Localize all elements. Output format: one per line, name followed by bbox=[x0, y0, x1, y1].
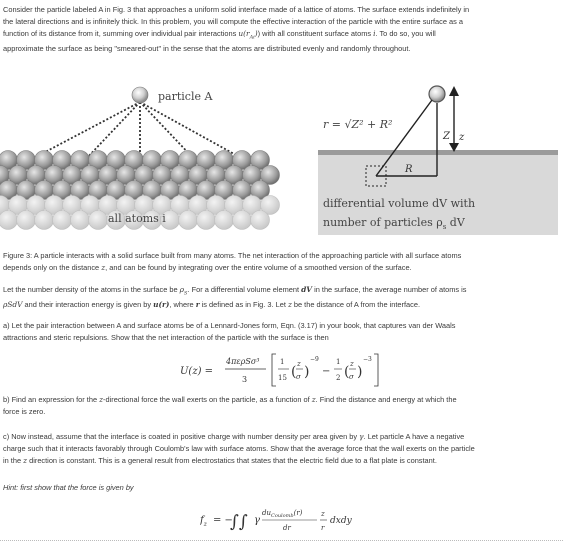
label-Z: Z bbox=[443, 131, 450, 142]
eq-c-z-den: r bbox=[321, 524, 325, 532]
eq-c-tail: dxdy bbox=[330, 516, 352, 526]
left-panel bbox=[0, 87, 280, 230]
density-line-1: Let the number density of the atoms in the surface be $\rho_S$. For a differential volume element dV in the surface, the average number of atoms is bbox=[3, 285, 467, 297]
lattice-atom bbox=[53, 211, 72, 230]
lattice-atom bbox=[17, 211, 36, 230]
svg-text:1: 1 bbox=[280, 358, 285, 366]
part-a-line-1: a) Let the pair interaction between A and surface atoms be of a Lennard-Jones form, Eqn. (3.17) in your book, that captures van der Waals bbox=[3, 321, 456, 330]
bottom-divider bbox=[0, 540, 563, 541]
eq-c-z-num: z bbox=[321, 510, 325, 518]
part-b bbox=[3, 394, 559, 418]
lattice-atom bbox=[89, 211, 108, 230]
eq-a-lhs: U(z) = bbox=[180, 366, 214, 377]
part-a bbox=[3, 320, 559, 344]
eq-a-prefactor-den: 3 bbox=[242, 375, 248, 384]
particle-a bbox=[132, 87, 148, 103]
svg-text:): ) bbox=[304, 364, 310, 380]
intro-paragraph bbox=[3, 4, 559, 55]
caption-line-2: depends only on the distance z, and can be found by integrating over the entire volume of a smoothed version of the surface. bbox=[3, 263, 412, 272]
eq-c-den: dr bbox=[283, 524, 291, 532]
atom-index-symbol: i bbox=[373, 29, 376, 38]
lattice-atom bbox=[233, 211, 252, 230]
density-paragraph bbox=[3, 284, 559, 311]
svg-text:): ) bbox=[357, 364, 363, 380]
hint-text: Hint: first show that the force is given by bbox=[3, 483, 134, 492]
lattice-atom bbox=[179, 211, 198, 230]
caption-line-1: Figure 3: A particle interacts with a solid surface built from many atoms. The net interaction of the approaching particle with all surface atoms bbox=[3, 251, 462, 260]
eq-c-lhs: $f_z$ bbox=[200, 515, 207, 528]
part-c-line-3: in the z direction is constant. This is a general result from electrostatics that states that the electric field due to a flat plate is constant. bbox=[3, 456, 437, 465]
all-atoms-label: all atoms i bbox=[108, 212, 166, 225]
label-R: R bbox=[405, 164, 413, 175]
lattice-atom bbox=[0, 211, 18, 230]
svg-text:−9: −9 bbox=[310, 356, 319, 363]
lattice-atom bbox=[35, 211, 54, 230]
intro-line-2: the lateral directions and is infinitely thick. In this problem, you will compute the effective interaction of the particle with the entire surface as a bbox=[3, 17, 463, 26]
density-line-2: ρSdV and their interaction energy is given by u(r), where r is defined as in Fig. 3. Let z be the distance of A from the interface. bbox=[3, 300, 421, 310]
figure-3 bbox=[0, 80, 563, 240]
figure-caption bbox=[3, 250, 559, 274]
part-b-line-2: force is zero. bbox=[3, 407, 46, 416]
intro-line-1: Consider the particle labeled A in Fig. 3 that approaches a uniform solid interface made of a lattice of atoms. The surface extends indefinitely in bbox=[3, 5, 470, 14]
equation-c bbox=[200, 502, 390, 538]
svg-text:σ: σ bbox=[349, 373, 354, 381]
particle-a-right bbox=[429, 86, 445, 102]
svg-text:(: ( bbox=[291, 364, 297, 380]
svg-text:1: 1 bbox=[336, 358, 341, 366]
part-a-line-2: attractions and steric repulsions. Show that the net interaction of the particle with the surface is then bbox=[3, 333, 329, 342]
eq-c-equals: = − bbox=[213, 515, 233, 526]
right-panel bbox=[318, 86, 558, 235]
intro-line-3c: . To do so, you will bbox=[375, 29, 436, 38]
svg-text:z: z bbox=[350, 360, 354, 368]
surface-edge bbox=[318, 150, 558, 155]
lattice-atom bbox=[197, 211, 216, 230]
svg-text:−: − bbox=[322, 366, 331, 377]
lattice-atom bbox=[71, 211, 90, 230]
particle-a-label: particle A bbox=[158, 90, 213, 103]
part-c-line-2: charge such that it interacts favorably through Coulomb's law with surface atoms. Show that the average force that the wall exerts on the particle bbox=[3, 444, 475, 453]
eq-c-num: $du_{Coulomb}(r)$ bbox=[262, 509, 303, 519]
part-c-line-1: c) Now instead, assume that the interface is coated in positive charge with number density per area given by γ. Let particle A have a negative bbox=[3, 432, 465, 441]
lattice-atom bbox=[251, 211, 270, 230]
intro-line-3 bbox=[3, 28, 559, 43]
eq-c-integrals: ∫∫ bbox=[230, 512, 248, 532]
eq-a-prefactor-num: 4περSσ³ bbox=[226, 357, 260, 366]
part-b-line-1: b) Find an expression for the z-directional force the wall exerts on the particle, as a function of z. Find the distance and energy at which the bbox=[3, 395, 457, 404]
svg-text:σ: σ bbox=[296, 373, 301, 381]
pair-interaction-symbol: $u(r_{Ai})$ bbox=[238, 29, 258, 41]
caption-right-2: number of particles $\rho_s$ dV bbox=[323, 216, 465, 231]
svg-text:15: 15 bbox=[278, 374, 287, 382]
part-c bbox=[3, 431, 559, 467]
svg-text:(: ( bbox=[344, 364, 350, 380]
intro-line-3b: ) with all constituent surface atoms bbox=[257, 29, 374, 38]
intro-line-3a: function of its distance from it, summing over individual pair interactions bbox=[3, 29, 239, 38]
intro-line-4: approximate the surface as being "smeared-out" in the sense that the atoms are distributed evenly and randomly throughout. bbox=[3, 44, 411, 54]
svg-text:−3: −3 bbox=[363, 356, 372, 363]
distance-formula: r = √Z² + R² bbox=[323, 118, 393, 131]
eq-c-gamma: γ bbox=[254, 515, 260, 526]
caption-right-1: differential volume dV with bbox=[323, 197, 476, 210]
equation-a bbox=[180, 350, 400, 390]
svg-text:z: z bbox=[297, 360, 301, 368]
label-z: z bbox=[459, 132, 465, 143]
z-arrow-head-up bbox=[449, 86, 459, 96]
svg-text:2: 2 bbox=[336, 374, 341, 382]
lattice-atom bbox=[215, 211, 234, 230]
